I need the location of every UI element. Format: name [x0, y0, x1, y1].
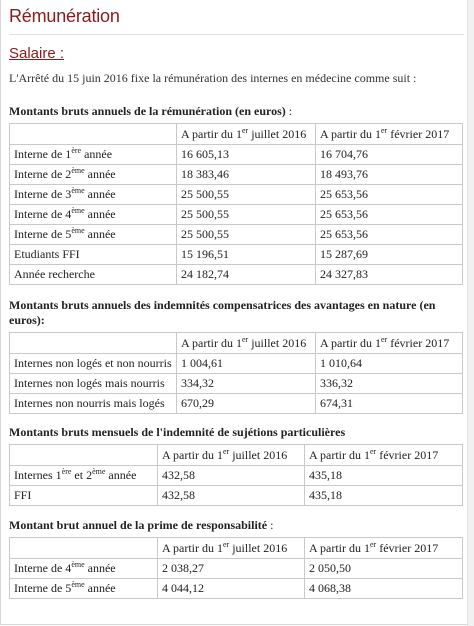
table-row — [10, 245, 463, 265]
table-row — [10, 394, 463, 414]
vertical-scrollbar[interactable] — [467, 0, 474, 626]
table-row — [10, 145, 463, 165]
row-label: Interne de 5ème année — [10, 225, 177, 245]
value-cell: 435,18 — [305, 466, 463, 486]
value-cell: 18 383,46 — [177, 165, 316, 185]
value-cell: 24 182,74 — [177, 265, 316, 285]
value-cell: 334,32 — [177, 374, 316, 394]
value-cell: 16 704,76 — [316, 145, 463, 165]
table-row — [10, 205, 463, 225]
row-label: Internes non logés et non nourris — [10, 354, 177, 374]
value-cell: 25 653,56 — [316, 205, 463, 225]
row-label: Internes non nourris mais logés — [10, 394, 177, 414]
table-header-row — [10, 333, 463, 354]
table-row — [10, 265, 463, 285]
table-block-sujetions — [9, 425, 462, 506]
row-label: Année recherche — [10, 265, 177, 285]
value-cell: 18 493,76 — [316, 165, 463, 185]
table-block-prime-responsabilite — [9, 518, 462, 599]
table-header-row — [10, 124, 463, 145]
value-cell: 1 004,61 — [177, 354, 316, 374]
header-cell: A partir du 1er juillet 2016 — [177, 124, 316, 145]
value-cell: 432,58 — [158, 466, 305, 486]
table-caption: Montants bruts annuels de la rémunération (en euros) : — [9, 104, 293, 118]
value-cell: 24 327,83 — [316, 265, 463, 285]
value-cell: 670,29 — [177, 394, 316, 414]
value-cell: 25 500,55 — [177, 205, 316, 225]
value-cell: 2 050,50 — [305, 559, 463, 579]
row-label: Internes 1ère et 2ème année — [10, 466, 158, 486]
row-label: Interne de 4ème année — [10, 559, 158, 579]
header-cell — [10, 124, 177, 145]
value-cell: 435,18 — [305, 486, 463, 506]
table-caption: Montants bruts mensuels de l'indemnité de sujétions particulières — [9, 425, 346, 439]
table-row — [10, 225, 463, 245]
header-cell: A partir du 1er février 2017 — [316, 124, 463, 145]
page-title: Rémunération — [9, 6, 120, 26]
header-cell: A partir du 1er février 2017 — [305, 538, 463, 559]
header-cell: A partir du 1er juillet 2016 — [158, 445, 305, 466]
row-label: Interne de 1ère année — [10, 145, 177, 165]
row-label: Interne de 5ème année — [10, 579, 158, 599]
indemnites-avantages-table — [9, 332, 463, 414]
row-label: Interne de 2ème année — [10, 165, 177, 185]
header-cell: A partir du 1er juillet 2016 — [158, 538, 305, 559]
value-cell: 25 653,56 — [316, 185, 463, 205]
title-divider — [9, 34, 464, 35]
table-row — [10, 185, 463, 205]
table-header-row — [10, 445, 463, 466]
value-cell: 4 068,38 — [305, 579, 463, 599]
prime-responsabilite-table — [9, 537, 463, 599]
table-block-remuneration — [9, 104, 462, 285]
value-cell: 15 196,51 — [177, 245, 316, 265]
header-cell: A partir du 1er février 2017 — [316, 333, 463, 354]
value-cell: 16 605,13 — [177, 145, 316, 165]
table-row — [10, 559, 463, 579]
value-cell: 25 500,55 — [177, 185, 316, 205]
value-cell: 674,31 — [316, 394, 463, 414]
table-caption: Montant brut annuel de la prime de responsabilité : — [9, 518, 274, 532]
value-cell: 25 653,56 — [316, 225, 463, 245]
table-row — [10, 354, 463, 374]
value-cell: 432,58 — [158, 486, 305, 506]
row-label: Etudiants FFI — [10, 245, 177, 265]
header-cell — [10, 333, 177, 354]
sujetions-table — [9, 444, 463, 506]
row-label: Interne de 3ème année — [10, 185, 177, 205]
value-cell: 15 287,69 — [316, 245, 463, 265]
table-caption: Montants bruts annuels des indemnités compensatrices des avantages en nature (en euros): — [9, 298, 436, 327]
row-label: FFI — [10, 486, 158, 506]
table-header-row — [10, 538, 463, 559]
section-heading-salaire: Salaire : — [9, 45, 65, 62]
value-cell: 1 010,64 — [316, 354, 463, 374]
header-cell: A partir du 1er février 2017 — [305, 445, 463, 466]
remuneration-table — [9, 123, 463, 285]
table-row — [10, 579, 463, 599]
value-cell: 2 038,27 — [158, 559, 305, 579]
table-row — [10, 486, 463, 506]
header-cell: A partir du 1er juillet 2016 — [177, 333, 316, 354]
table-row — [10, 374, 463, 394]
table-row — [10, 466, 463, 486]
value-cell: 25 500,55 — [177, 225, 316, 245]
value-cell: 4 044,12 — [158, 579, 305, 599]
header-cell — [10, 538, 158, 559]
row-label: Internes non logés mais nourris — [10, 374, 177, 394]
header-cell — [10, 445, 158, 466]
intro-text: L'Arrêté du 15 juin 2016 fixe la rémunération des internes en médecine comme suit : — [9, 71, 417, 85]
row-label: Interne de 4ème année — [10, 205, 177, 225]
table-row — [10, 165, 463, 185]
value-cell: 336,32 — [316, 374, 463, 394]
table-block-indemnites-avantages — [9, 298, 462, 414]
